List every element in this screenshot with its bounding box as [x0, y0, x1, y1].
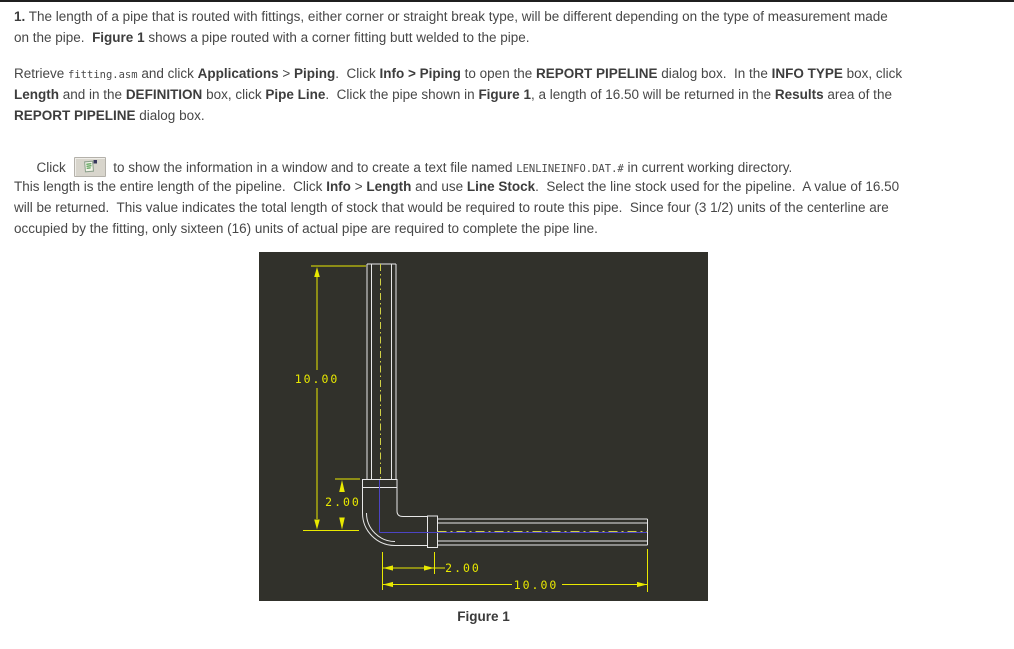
paragraph-info-button [14, 136, 1000, 175]
paragraph-report-pipeline [14, 63, 1000, 126]
dim-label-vertical-2: 2.00 [325, 495, 361, 509]
bold-text: Figure 1 [478, 87, 531, 102]
page-top-border [0, 0, 1014, 2]
text-segment: and use [411, 179, 467, 194]
text-segment: to open the [460, 66, 536, 81]
paragraph-line-stock [14, 176, 1000, 239]
figure-background [259, 252, 708, 601]
bold-text: Info > Piping [379, 66, 461, 81]
text-segment: . Click the pipe shown in [325, 87, 479, 102]
bold-text: REPORT PIPELINE [14, 108, 136, 123]
text-segment: Click [36, 160, 70, 175]
text-segment: shows a pipe routed with a corner fitting butt welded to the pipe. [144, 30, 530, 45]
text-segment: dialog box. In the [657, 66, 772, 81]
text-segment: Retrieve [14, 66, 69, 81]
text-segment: and in the [59, 87, 126, 102]
text-segment: in current working directory. [623, 160, 793, 175]
text-segment: box, click [842, 66, 903, 81]
dim-label-horizontal-2: 2.00 [445, 561, 481, 575]
text-line [14, 6, 1000, 27]
text-segment: on the pipe. [14, 30, 93, 45]
bold-text: Figure 1 [92, 30, 145, 45]
code-text: fitting.asm [68, 69, 138, 81]
text-segment: dialog box. [135, 108, 205, 123]
text-line [14, 136, 1000, 175]
cad-canvas [259, 250, 708, 601]
bold-text: Piping [294, 66, 336, 81]
bold-text: INFO TYPE [771, 66, 843, 81]
dim-label-vertical-10: 10.00 [294, 372, 340, 386]
figure-caption: Figure 1 [457, 609, 510, 624]
dim-label-horizontal-10: 10.00 [513, 578, 559, 592]
bold-text: Results [774, 87, 824, 102]
paragraph-intro [14, 6, 1000, 48]
bold-text: Line Stock [466, 179, 536, 194]
code-text: LENLINEINFO.DAT.# [516, 163, 624, 175]
text-line [14, 218, 1000, 239]
bold-text: 1. [14, 9, 26, 24]
text-segment: > [278, 66, 295, 81]
text-segment: . Select the line stock used for the pipeline. A value of 16.50 [535, 179, 900, 194]
text-segment [37, 160, 70, 175]
figure-1-cad-drawing [259, 250, 708, 601]
text-segment: box, click [202, 87, 266, 102]
bold-text: Length [366, 179, 412, 194]
bold-text: Length [14, 87, 59, 102]
text-line [14, 105, 1000, 126]
bold-text: Pipe Line [265, 87, 326, 102]
bold-text: REPORT PIPELINE [535, 66, 658, 81]
text-segment: will be returned. This value indicates the total length of stock that would be required to route this pipe. Since four (3 1/2) units of the centerline are [14, 200, 889, 215]
text-segment: This length is the entire length of the pipeline. Click [14, 179, 327, 194]
text-segment: occupied by the fitting, only sixteen (16) units of actual pipe are required to complete the pipe line. [14, 221, 598, 236]
text-segment: . Click [335, 66, 380, 81]
text-segment: to show the information in a window and to create a text file named [109, 160, 517, 175]
text-segment: , a length of 16.50 will be returned in the [530, 87, 775, 102]
text-line [14, 176, 1000, 197]
text-segment: area of the [823, 87, 892, 102]
bold-text: Applications [197, 66, 279, 81]
text-segment: and click [137, 66, 198, 81]
text-segment [110, 160, 793, 175]
info-window-button [74, 157, 106, 177]
bold-text: Info [326, 179, 351, 194]
bold-text: DEFINITION [125, 87, 203, 102]
info-window-icon [81, 159, 99, 173]
text-line [14, 27, 1000, 48]
text-line [14, 197, 1000, 218]
text-segment: > [350, 179, 367, 194]
text-line [14, 63, 1000, 84]
text-line [14, 84, 1000, 105]
text-segment: The length of a pipe that is routed with fittings, either corner or straight break type, will be different depending on the type of measurement made [25, 9, 888, 24]
